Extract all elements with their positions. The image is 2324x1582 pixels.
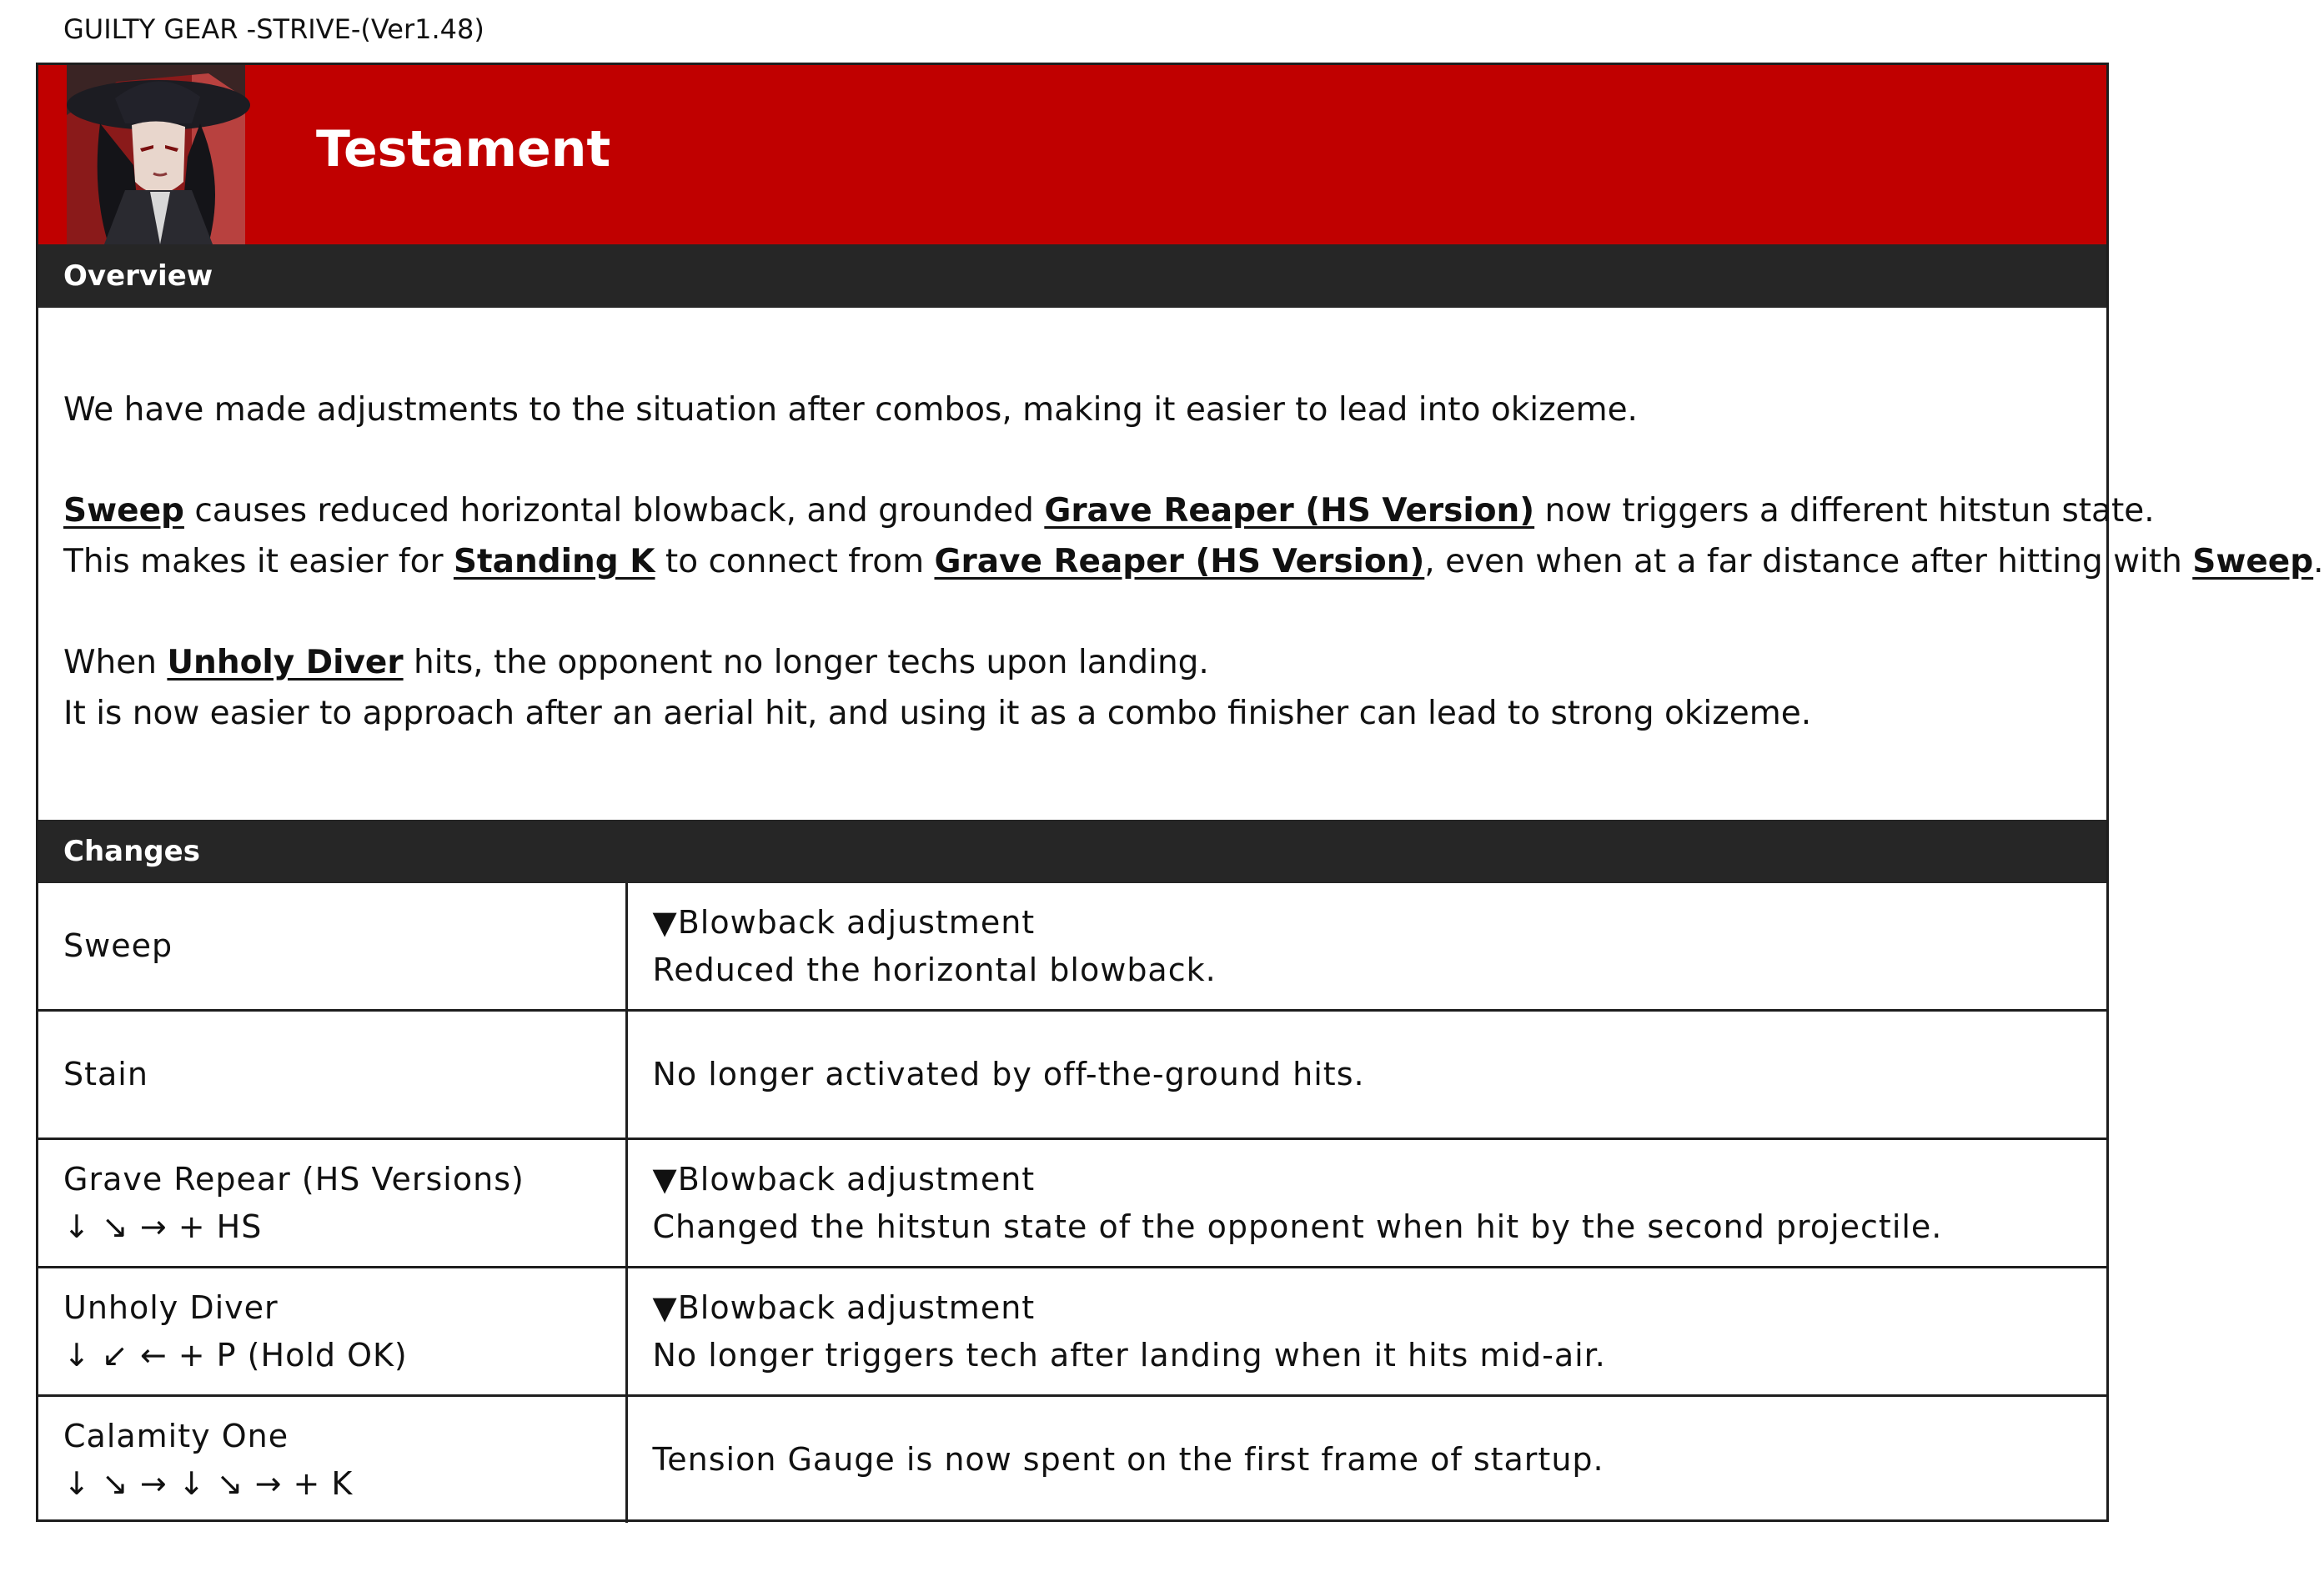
game-version-title: GUILTY GEAR -STRIVE-(Ver1.48) [63,13,484,45]
move-name: Stain [63,1056,148,1092]
move-link-grave-reaper[interactable]: Grave Reaper (HS Version) [934,543,1425,580]
move-input: ↓ ↘ → ↓ ↘ → + K [63,1464,354,1502]
character-portrait [67,65,245,244]
move-link-sweep[interactable]: Sweep [63,492,184,530]
move-name: Unholy Diver [63,1288,279,1326]
move-name: Calamity One [63,1417,289,1454]
change-description: No longer triggers tech after landing when it hits mid-air. [652,1336,1606,1374]
changes-table [38,883,2106,1523]
move-cell [38,1139,626,1268]
move-cell [38,883,626,1011]
move-link-standing-k[interactable]: Standing K [453,543,655,580]
character-banner [38,65,2106,244]
move-cell [38,1396,626,1524]
change-cell [626,883,2106,1011]
overview-paragraph-1: We have made adjustments to the situation after combos, making it easier to lead into okizeme. [63,391,1638,429]
change-description: Changed the hitstun state of the opponent when hit by the second projectile. [652,1208,1943,1245]
table-row [38,1011,2106,1139]
move-cell [38,1011,626,1139]
change-description: Reduced the horizontal blowback. [652,951,1217,988]
move-cell [38,1268,626,1396]
table-row [38,1139,2106,1268]
change-cell [626,1396,2106,1524]
character-name: Testament [316,120,611,178]
move-link-sweep[interactable]: Sweep [2192,543,2314,580]
changes-header: Changes [38,820,2106,883]
move-input: ↓ ↙ ← + P (Hold OK) [63,1336,408,1374]
overview-header: Overview [38,244,2106,308]
change-tag: ▼Blowback adjustment [652,1288,1036,1326]
table-row [38,1396,2106,1524]
change-description: Tension Gauge is now spent on the first frame of startup. [652,1441,1604,1478]
character-panel [36,63,2324,1522]
move-input: ↓ ↘ → + HS [63,1208,263,1245]
change-cell [626,1139,2106,1268]
table-row [38,1268,2106,1396]
change-description: No longer activated by off-the-ground hits. [652,1056,1365,1092]
table-row [38,883,2106,1011]
change-tag: ▼Blowback adjustment [652,903,1036,941]
overview-paragraph-3: When Unholy Diver hits, the opponent no longer techs upon landing. It is now easier to approach after an aerial hit, and using it as a combo finisher can lead to strong okizeme. [63,644,1812,732]
change-tag: ▼Blowback adjustment [652,1160,1036,1198]
change-cell [626,1011,2106,1139]
move-link-unholy-diver[interactable]: Unholy Diver [167,644,404,681]
change-cell [626,1268,2106,1396]
overview-body [63,384,2324,789]
move-name: Grave Repear (HS Versions) [63,1160,525,1198]
move-link-grave-reaper[interactable]: Grave Reaper (HS Version) [1044,492,1535,530]
overview-paragraph-2: Sweep causes reduced horizontal blowback, and grounded Grave Reaper (HS Version) now triggers a different hitstun state. This makes it easier for Standing K to connect from Grave Reaper (HS Version), even when at a far distance after hitting with Sweep. [63,492,2324,580]
move-name: Sweep [63,927,173,964]
